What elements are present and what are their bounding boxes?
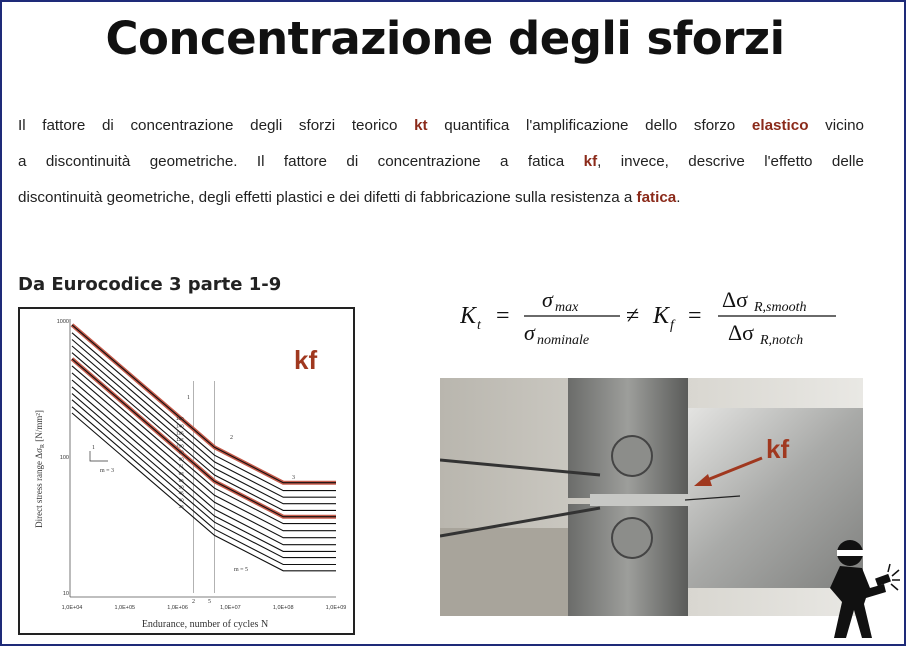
formula-dsigma-notch: Δσ — [728, 320, 755, 345]
annotation-1: 1 — [92, 445, 95, 451]
y-axis-label-sub: R — [40, 444, 46, 449]
intro-text: a discontinuità geometriche. Il fattore di concentrazione a fatica — [18, 153, 584, 170]
x-tick-label: 1,0E+05 — [114, 605, 136, 611]
intro-text: discontinuità geometriche, degli effetti plastici e dei difetti di fabbricazione sulla resistenza a — [18, 189, 637, 206]
specimen-notch-zone — [590, 494, 690, 506]
detail-category-label: 40 — [178, 497, 184, 503]
grinding-worker-icon — [820, 538, 900, 642]
kt-kf-formula — [460, 290, 840, 350]
formula-kf: K — [653, 303, 670, 329]
y-tick-label: 10 — [62, 591, 69, 597]
slope-label-m3: m = 3 — [100, 468, 115, 474]
detail-category-label: 90 — [178, 449, 184, 455]
y-tick-label: 1000 — [56, 319, 69, 325]
x-tick-label: 1,0E+09 — [325, 605, 347, 611]
detail-category-label: 125 — [176, 430, 184, 436]
slope-triangle — [90, 451, 108, 461]
annotation-2b: 2 — [192, 599, 195, 605]
y-axis-label — [34, 410, 46, 528]
detail-category-label: 50 — [178, 484, 184, 490]
sn-curve-chart — [18, 307, 355, 635]
grip-bolt-bottom — [612, 518, 652, 558]
annotation-5: 5 — [208, 599, 211, 605]
specimen-photo-svg — [440, 378, 863, 616]
y-tick-label: 100 — [59, 455, 69, 461]
detail-category-label: 56 — [178, 477, 184, 483]
photo-floor — [440, 528, 580, 616]
worker-body — [830, 566, 886, 638]
intro-text: . — [676, 189, 681, 206]
detail-category-label: 36 — [178, 503, 184, 509]
photo-kf-label: kf — [766, 434, 790, 464]
detail-category-label: 80 — [178, 456, 184, 462]
detail-category-label: 100 — [176, 443, 184, 449]
chart-kf-label: kf — [294, 345, 318, 375]
formula-sigma-max: σ — [542, 290, 553, 312]
formula-sigma-nom-sub: nominale — [537, 333, 590, 348]
y-axis-label-main: Direct stress range Δσ — [34, 448, 44, 528]
detail-category-label: 140 — [176, 423, 184, 429]
formula-neq: ≠ — [626, 303, 640, 329]
x-tick-label: 1,0E+07 — [220, 605, 241, 611]
intro-text: quantifica l'amplificazione dello sforzo — [427, 117, 752, 134]
kt-highlight: kt — [414, 117, 428, 134]
formula-dsigma-smooth-sub: R,smooth — [754, 300, 807, 315]
intro-text: vicino — [808, 117, 864, 134]
annotation-2: 2 — [230, 435, 233, 441]
grip-bolt-top — [612, 436, 652, 476]
annotation-3: 3 — [292, 475, 295, 481]
intro-line-2 — [18, 153, 864, 170]
slide-title: Concentrazione degli sforzi — [105, 12, 785, 65]
formula-eq-1: = — [496, 303, 510, 329]
section-subtitle: Da Eurocodice 3 parte 1-9 — [18, 274, 282, 295]
intro-line-1 — [18, 117, 864, 134]
formula-dsigma-notch-sub: R,notch — [760, 333, 804, 348]
formula-kt: K — [460, 303, 477, 329]
worker-visor — [837, 550, 863, 556]
intro-text: , invece, descrive l'effetto delle — [597, 153, 864, 170]
formula-dsigma-smooth: Δσ — [722, 290, 749, 312]
formula-sigma-nom: σ — [524, 320, 535, 345]
detail-category-label: 63 — [178, 470, 184, 476]
detail-category-label: 160 — [176, 415, 184, 421]
fatica-highlight: fatica — [636, 189, 677, 206]
intro-line-3 — [18, 189, 864, 206]
detail-category-label: 45 — [178, 490, 184, 496]
formula-sigma-max-sub: max — [555, 300, 579, 315]
y-axis-label-unit: [N/mm²] — [34, 410, 44, 445]
x-axis-label: Endurance, number of cycles N — [141, 619, 269, 630]
formula-kt-sub: t — [477, 318, 481, 333]
detail-category-label: 112 — [176, 436, 184, 442]
intro-text: Il fattore di concentrazione degli sforzi teorico — [18, 117, 415, 134]
annotation-1b: 1 — [187, 395, 190, 401]
sn-curve-svg — [20, 309, 353, 633]
detail-category-label: 71 — [178, 463, 184, 469]
spark-icon — [888, 564, 900, 590]
formula-kf-sub: f — [670, 318, 674, 333]
x-tick-label: 1,0E+08 — [272, 605, 294, 611]
kf-highlight: kf — [583, 153, 598, 170]
formula-eq-2: = — [688, 303, 702, 329]
slope-label-m5: m = 5 — [234, 567, 249, 573]
notched-specimen-photo — [440, 378, 863, 616]
x-tick-label: 1,0E+04 — [61, 605, 83, 611]
x-tick-label: 1,0E+06 — [167, 605, 188, 611]
elastico-highlight: elastico — [751, 117, 809, 134]
